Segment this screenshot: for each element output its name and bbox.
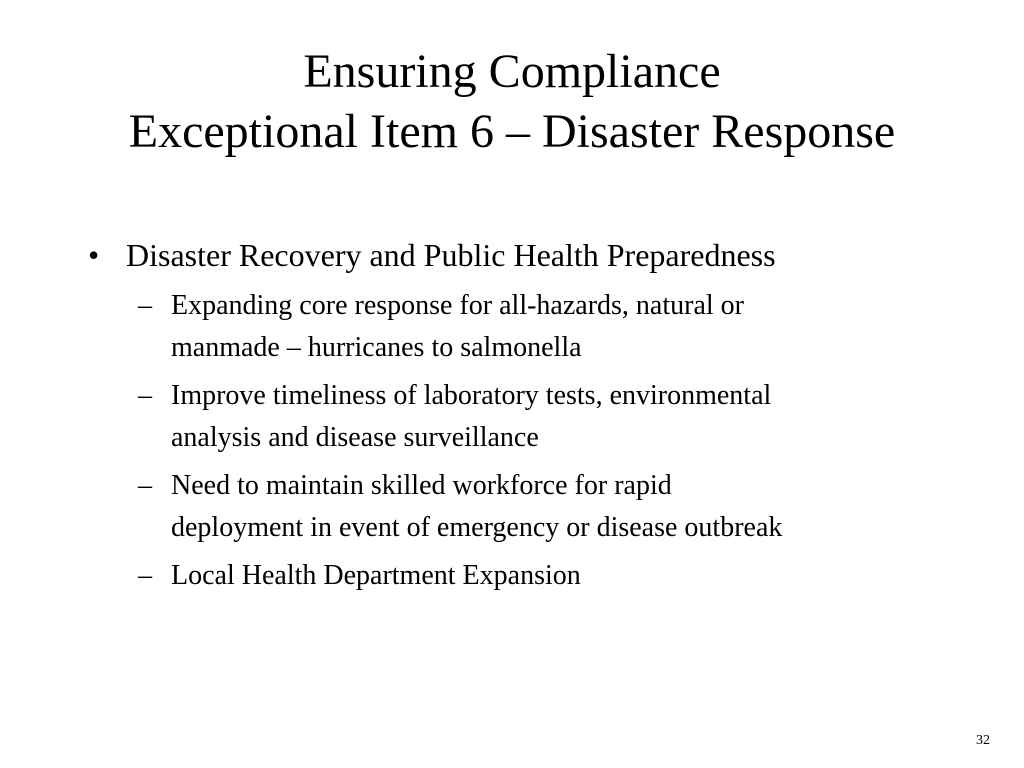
sub-bullet-text-line: manmade – hurricanes to salmonella (171, 332, 582, 363)
sub-bullet-list (88, 285, 968, 597)
sub-bullet-item (88, 375, 968, 459)
sub-bullet-text-line: analysis and disease surveillance (171, 422, 539, 453)
slide-title (0, 42, 1024, 162)
title-line-1: Ensuring Compliance (303, 45, 721, 98)
bullet-icon: • (88, 237, 100, 273)
dash-icon: – (138, 290, 152, 321)
dash-icon: – (138, 560, 152, 591)
sub-bullet-text-line: Local Health Department Expansion (171, 560, 581, 591)
bullet-item (88, 233, 968, 277)
sub-bullet-text-line: Improve timeliness of laboratory tests, environmental (171, 380, 772, 411)
slide-body (88, 233, 968, 603)
sub-bullet-text-line: Expanding core response for all-hazards, natural or (171, 290, 744, 321)
sub-bullet-item (88, 555, 968, 597)
dash-icon: – (138, 470, 152, 501)
sub-bullet-item (88, 465, 968, 549)
sub-bullet-text-line: Need to maintain skilled workforce for rapid (171, 470, 672, 501)
bullet-text: Disaster Recovery and Public Health Preparedness (126, 237, 776, 273)
sub-bullet-text-line: deployment in event of emergency or disease outbreak (171, 512, 783, 543)
title-line-2: Exceptional Item 6 – Disaster Response (128, 105, 896, 158)
dash-icon: – (138, 380, 152, 411)
sub-bullet-item (88, 285, 968, 369)
page-number: 32 (976, 733, 990, 748)
